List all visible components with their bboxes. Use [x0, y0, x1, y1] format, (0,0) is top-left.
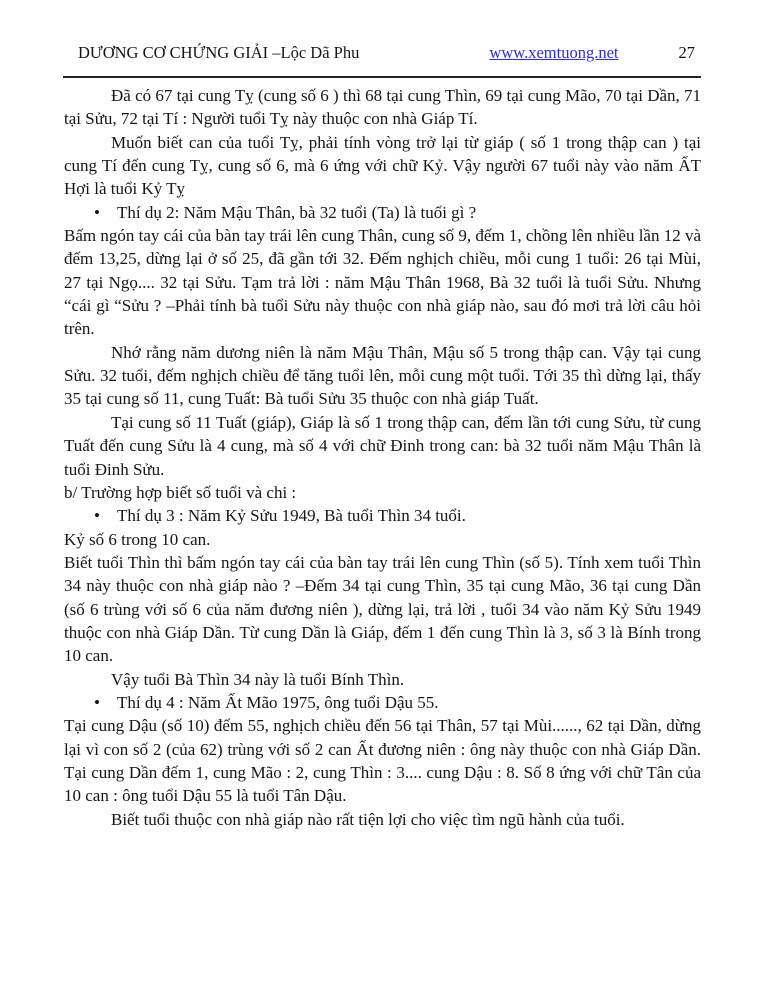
paragraph: Biết tuổi thuộc con nhà giáp nào rất tiện lợi cho việc tìm ngũ hành của tuổi.: [111, 809, 625, 829]
paragraph: b/ Trường hợp biết số tuổi và chi :: [64, 482, 297, 502]
bullet-icon: •: [94, 692, 100, 712]
header-title: DƯƠNG CƠ CHỨNG GIẢI –Lộc Dã Phu: [78, 43, 360, 62]
header-right: [489, 43, 695, 63]
page-header: [78, 43, 695, 63]
header-rule: [63, 76, 701, 78]
paragraph: Đã có 67 tại cung Tỵ (cung số 6 ) thì 68 tại cung Thìn, 69 tại cung Mão, 70 tại Dần, 71 tại Sửu, 72 tại Tí : Người tuổi Tỵ này thuộc con nhà Giáp Tí.: [64, 86, 702, 129]
header-link[interactable]: www.xemtuong.net: [489, 43, 619, 62]
page-number: 27: [678, 43, 695, 62]
bullet-text: Thí dụ 3 : Năm Kỷ Sửu 1949, Bà tuổi Thìn 34 tuổi.: [117, 506, 466, 526]
paragraph: Muốn biết can của tuổi Tỵ, phải tính vòng trở lại từ giáp ( số 1 trong thập can ) tại cung Tí đến cung Tỵ, cung số 6, mà 6 ứng với chữ Kỷ. Vậy người 67 tuổi này vào năm ẤT Hợi là tuổi Kỷ Tỵ: [64, 132, 701, 199]
bullet-icon: •: [94, 506, 100, 526]
bullet-text: Thí dụ 4 : Năm Ất Mão 1975, ông tuổi Dậu 55.: [117, 692, 439, 712]
paragraph: Biết tuổi Thìn thì bấm ngón tay cái của bàn tay trái lên cung Thìn (số 5). Tính xem tuổi Thìn 34 này thuộc con nhà giáp nào ? –Đếm 34 tại cung Thìn, 35 tại cung Mão, 36 tại cung Dần (số 6 trùng với số 6 của năm đương niên ), dừng lại, trả lời , tuổi 34 vào năm Kỷ Sửu 1949 thuộc con nhà Giáp Dần. Từ cung Dần là Giáp, đếm 1 đến cung Thìn là 3, số 3 là Bính trong 10 can.: [64, 552, 701, 666]
bullet-text: Thí dụ 2: Năm Mậu Thân, bà 32 tuổi (Ta) là tuổi gì ?: [117, 202, 477, 222]
paragraph: Tại cung Dậu (số 10) đếm 55, nghịch chiều đến 56 tại Thân, 57 tại Mùi......, 62 tại Dần, dừng lại vì con số 2 (của 62) trùng với số 2 can Ất đương niên : ông này thuộc con nhà Giáp Dần. Tại cung Dần đếm 1, cung Mão : 2, cung Thìn : 3.... cung Dậu : 8. Số 8 ứng với chữ Tân của 10 can : ông tuổi Dậu 55 là tuổi Tân Dậu.: [64, 716, 701, 806]
page-body: [64, 84, 701, 831]
paragraph: Vậy tuổi Bà Thìn 34 này là tuổi Bính Thìn.: [111, 669, 405, 689]
list-item: [64, 201, 701, 224]
bullet-icon: •: [94, 202, 100, 222]
paragraph: Nhớ rằng năm dương niên là năm Mậu Thân, Mậu số 5 trong thập can. Vậy tại cung Sửu. 32 tuổi, đếm nghịch chiều để tăng tuổi lên, mỗi cung một tuổi. Tới 35 thì dừng lại, thấy 35 tại cung số 11, cung Tuất: Bà tuổi Sửu 35 thuộc con nhà giáp Tuất.: [64, 342, 701, 409]
paragraph: Kỷ số 6 trong 10 can.: [64, 529, 211, 549]
paragraph: Tại cung số 11 Tuất (giáp), Giáp là số 1 trong thập can, đếm lần tới cung Sửu, từ cung Tuất đến cung Sửu là 4 cung, mà số 4 với chữ Đinh trong can: bà 32 tuổi năm Mậu Thân là tuổi Đinh Sửu.: [64, 412, 701, 479]
list-item: [64, 504, 701, 527]
paragraph: Bấm ngón tay cái của bàn tay trái lên cung Thân, cung số 9, đếm 1, chồng lên nhiều lần 12 và đếm 13,25, dừng lại ở số 25, đã gần tới 32. Đếm nghịch chiều, mỗi cung 1 tuổi: 26 tại Mùi, 27 tại Ngọ.... 32 tại Sửu. Tạm trả lời : năm Mậu Thân 1968, Bà 32 tuổi là tuổi Sửu. Nhưng “cái gì “Sửu ? –Phải tính bà tuổi Sửu này thuộc con nhà giáp nào, sau đó mơi trả lời câu hỏi trên.: [64, 226, 702, 339]
list-item: [64, 691, 701, 714]
